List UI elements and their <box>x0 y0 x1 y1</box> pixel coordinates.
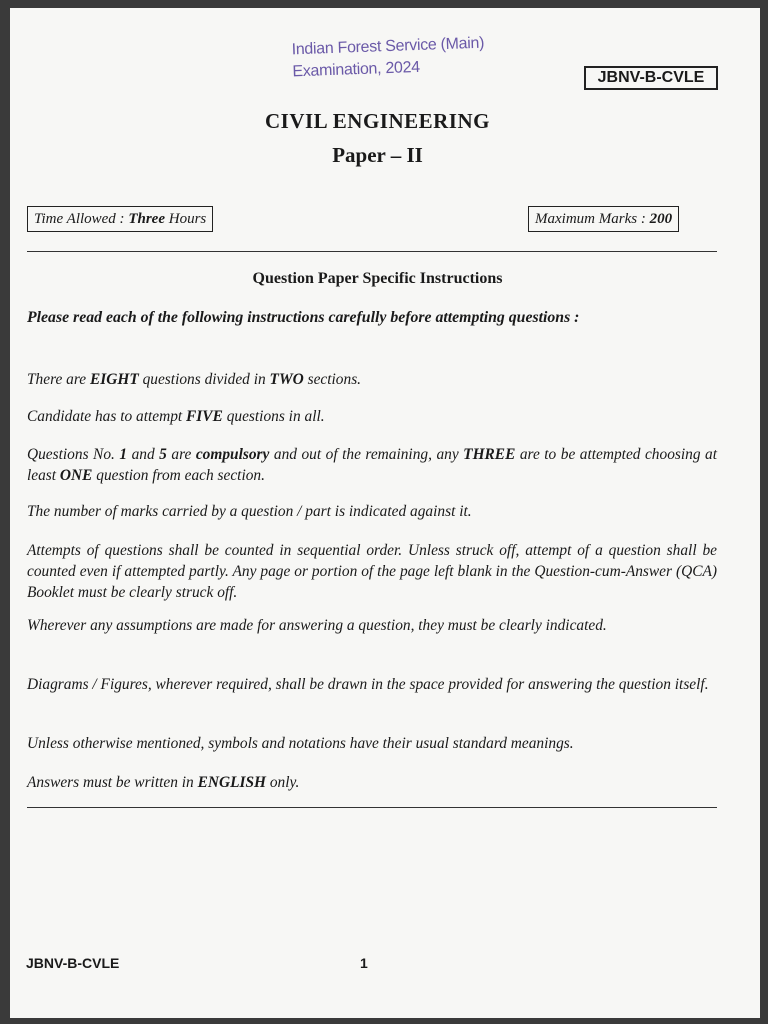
instruction-3-bold-one: ONE <box>59 467 93 484</box>
instruction-1 <box>27 369 717 390</box>
stamp-line-2: Examination, 2024 <box>292 58 421 81</box>
instruction-3-text-k: question from each section. <box>92 467 265 484</box>
instruction-9-text-c: only. <box>266 774 300 791</box>
instruction-8: Unless otherwise mentioned, symbols and notations have their usual standard meanings. <box>27 735 574 752</box>
instruction-3-bold-1: 1 <box>119 446 128 463</box>
instruction-3-bold-compulsory: compulsory <box>195 446 270 463</box>
instruction-9-text-a: Answers must be written in <box>27 774 198 791</box>
marks-value: 200 <box>649 211 673 227</box>
instruction-3-bold-three: THREE <box>463 446 516 463</box>
instruction-5: Attempts of questions shall be counted in sequential order. Unless struck off, attempt of a question shall be counted even if attempted partly. Any page or portion of the page left blank in the Question-cum-Answer (QCA) Booklet must be clearly struck off. <box>27 542 717 601</box>
time-label: Time Allowed : <box>34 211 129 227</box>
exam-page <box>10 8 760 1018</box>
time-value: Three <box>128 211 165 227</box>
instruction-6: Wherever any assumptions are made for answering a question, they must be clearly indicated. <box>27 617 607 634</box>
instruction-4: The number of marks carried by a question / part is indicated against it. <box>27 503 472 520</box>
instruction-3 <box>27 444 717 486</box>
instructions-intro: Please read each of the following instructions carefully before attempting questions : <box>27 309 580 326</box>
instruction-3-bold-5: 5 <box>159 446 167 463</box>
instruction-1-text-a: There are <box>27 371 90 388</box>
instruction-1-text-e: sections. <box>303 371 362 388</box>
page-number: 1 <box>360 955 368 971</box>
instruction-1-bold-two: TWO <box>269 371 304 388</box>
instruction-2-text-c: questions in all. <box>222 408 325 425</box>
instruction-1-text-c: questions divided in <box>138 371 270 388</box>
stamp-line-1: Indian Forest Service (Main) <box>291 34 485 59</box>
instruction-2-text-a: Candidate has to attempt <box>27 408 187 425</box>
divider-bottom <box>27 807 717 808</box>
divider-top <box>27 251 717 252</box>
instruction-9-bold-english: ENGLISH <box>197 774 267 791</box>
instruction-9 <box>27 772 717 793</box>
time-allowed-box <box>27 206 213 232</box>
paper-subtitle: Paper – II <box>332 143 423 167</box>
marks-label: Maximum Marks : <box>535 211 650 227</box>
exam-stamp <box>291 33 485 84</box>
instruction-3-text-e: are <box>166 446 196 463</box>
instruction-3-text-c: and <box>127 446 160 463</box>
instruction-3-text-i: are to be attempted choosing at least <box>27 446 718 484</box>
footer-paper-code: JBNV-B-CVLE <box>26 955 120 971</box>
paper-title: CIVIL ENGINEERING <box>265 109 490 133</box>
paper-code-box: JBNV-B-CVLE <box>584 66 718 90</box>
instruction-2 <box>27 406 717 427</box>
time-unit: Hours <box>164 211 207 227</box>
instruction-3-text-a: Questions No. <box>27 446 120 463</box>
instruction-7: Diagrams / Figures, wherever required, shall be drawn in the space provided for answering the question itself. <box>27 676 709 693</box>
instruction-1-bold-eight: EIGHT <box>89 371 139 388</box>
instruction-2-bold-five: FIVE <box>186 408 223 425</box>
instructions-heading: Question Paper Specific Instructions <box>252 270 503 287</box>
maximum-marks-box <box>528 206 679 232</box>
instruction-3-text-g: and out of the remaining, any <box>269 446 464 463</box>
